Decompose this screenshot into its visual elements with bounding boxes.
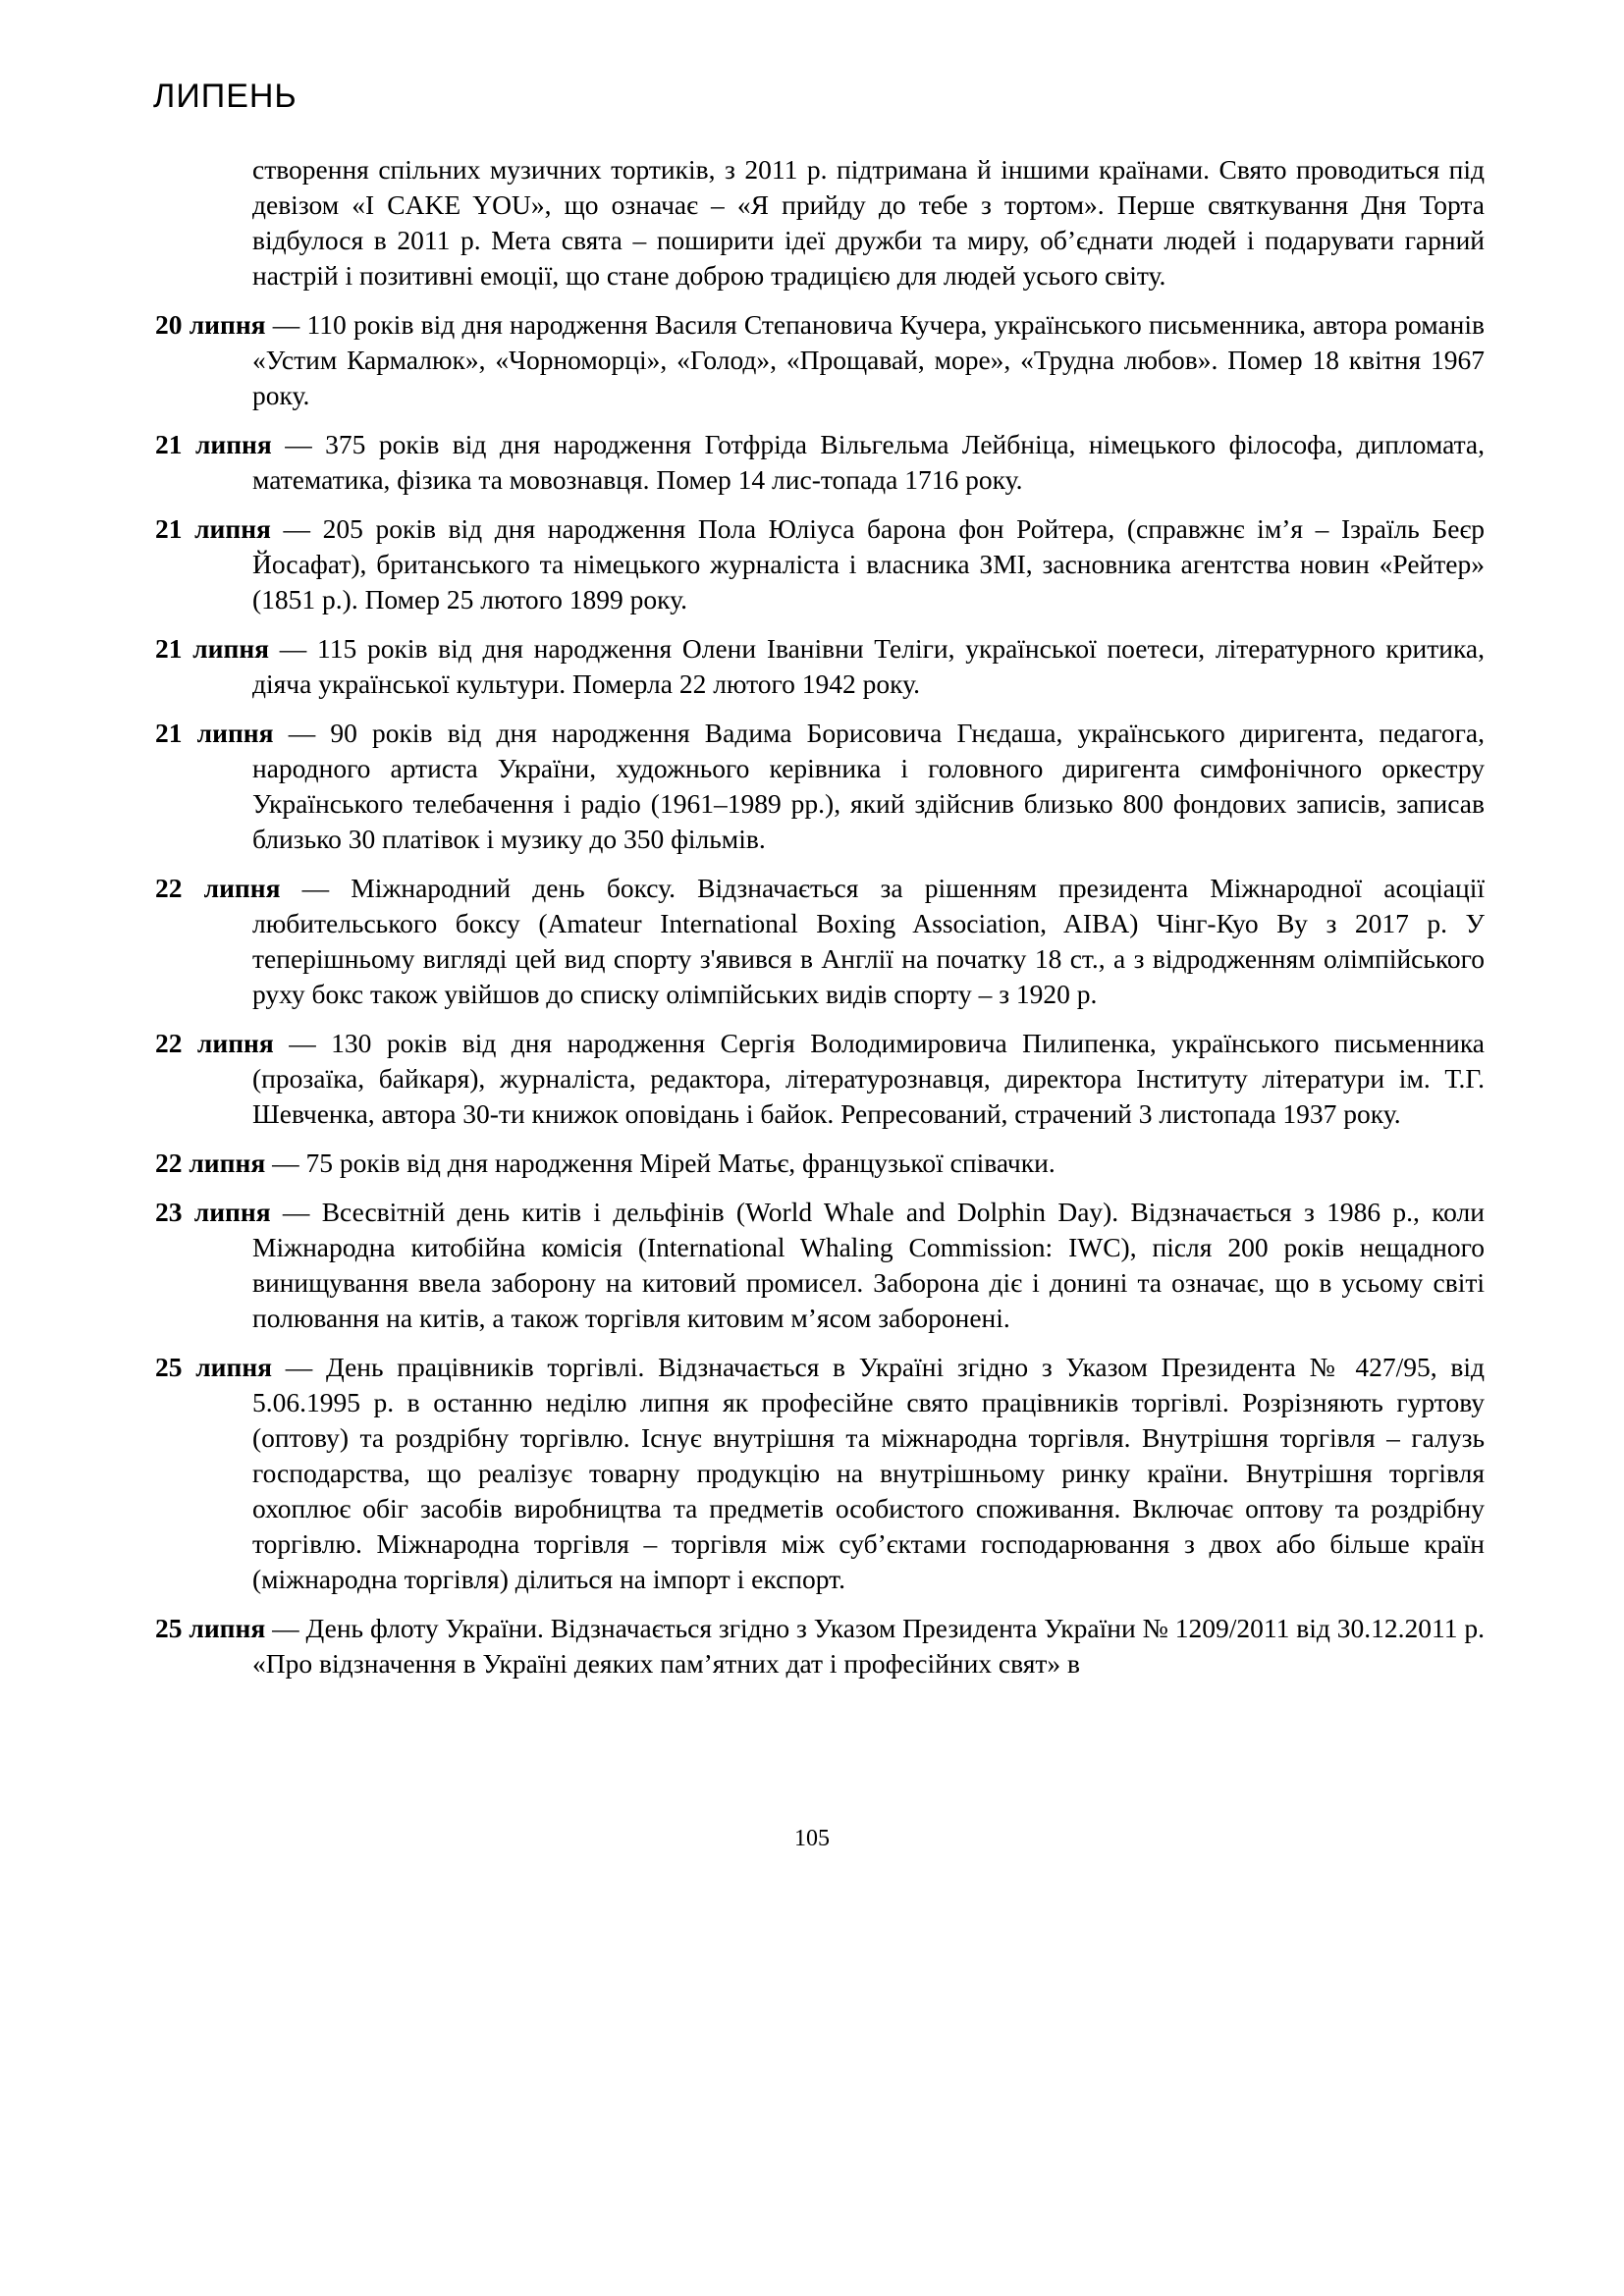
entry-text: — Всесвітній день китів і дельфінів (World Whale and Dolphin Day). Відзначається з 1986 р., коли Міжнародна китобійна комісія (International Whaling Commission: IWC), після 200 років нещадного винищування ввела заборону на китовий промисел. Заборона діє і донині та означає, що в усьому світі полювання на китів, а також торгівля китовим м’ясом заборонені. bbox=[252, 1197, 1485, 1333]
page-content bbox=[155, 152, 1485, 1695]
entry-text: — День працівників торгівлі. Відзначається в Україні згідно з Указом Президента № 427/95, від 5.06.1995 р. в останню неділю липня як професійне свято працівників торгівлі. Розрізняють гуртову (оптову) та роздрібну торгівлю. Існує внутрішня та міжнародна торгівля. Внутрішня торгівля – галузь господарства, що реалізує товарну продукцію на внутрішньому ринку країни. Внутрішня торгівля охоплює обіг засобів виробництва та предметів особистого споживання. Включає оптову та роздрібну торгівлю. Міжнародна торгівля – торгівля між суб’єктами господарювання з двох або більше країн (міжнародна торгівля) ділиться на імпорт і експорт. bbox=[252, 1352, 1485, 1594]
calendar-entry bbox=[155, 1026, 1485, 1132]
entry-date: 21 липня bbox=[155, 633, 270, 664]
calendar-entry bbox=[155, 1350, 1485, 1597]
entry-text: — 75 років від дня народження Мірей Матьє, французької співачки. bbox=[265, 1148, 1056, 1178]
calendar-entry bbox=[155, 1611, 1485, 1682]
entry-date: 21 липня bbox=[155, 513, 271, 544]
entry-text: — 375 років від дня народження Готфріда Вільгельма Лейбніца, німецького філософа, дипломата, математика, фізика та мовознавця. Помер 14 лис-топада 1716 року. bbox=[252, 429, 1485, 495]
calendar-entry bbox=[155, 511, 1485, 617]
entry-text: — 115 років від дня народження Олени Іванівни Теліги, української поетеси, літературного критика, діяча української культури. Померла 22 лютого 1942 року. bbox=[252, 633, 1486, 699]
entry-date: 25 липня bbox=[155, 1613, 266, 1643]
entry-text: — 205 років від дня народження Пола Юліуса барона фон Ройтера, (справжнє ім’я – Ізраїль Беєр Йосафат), британського та німецького журналіста і власника ЗМІ, засновника агентства новин «Рейтер» (1851 р.). Помер 25 лютого 1899 року. bbox=[252, 513, 1485, 614]
entry-text: — Міжнародний день боксу. Відзначається за рішенням президента Міжнародної асоціації любительського боксу (Amateur International Boxing Association, AIBA) Чінг-Куо Ву з 2017 р. У теперішньому вигляді цей вид спорту з'явився в Англії на початку 18 ст., а з відродженням олімпійського руху бокс також увійшов до списку олімпійських видів спорту – з 1920 р. bbox=[252, 873, 1485, 1009]
entry-date: 22 липня bbox=[155, 873, 281, 903]
entry-date: 22 липня bbox=[155, 1148, 266, 1178]
entry-text: — 90 років від дня народження Вадима Борисовича Гнєдаша, українського диригента, педагога, народного артиста України, художнього керівника і головного диригента симфонічного оркестру Українського телебачення і радіо (1961–1989 рр.), який здійснив близько 800 фондових записів, записав близько 30 платівок і музику до 350 фільмів. bbox=[252, 718, 1486, 854]
calendar-entry bbox=[155, 871, 1485, 1012]
entry-text: — 110 років від дня народження Василя Степановича Кучера, українського письменника, автора романів «Устим Кармалюк», «Чорноморці», «Голод», «Прощавай, море», «Трудна любов». Помер 18 квітня 1967 року. bbox=[252, 309, 1485, 410]
entry-date: 23 липня bbox=[155, 1197, 271, 1227]
page-header: ЛИПЕНЬ bbox=[153, 78, 298, 115]
entry-date: 25 липня bbox=[155, 1352, 273, 1382]
entry-date: 22 липня bbox=[155, 1028, 274, 1058]
entry-text: — День флоту України. Відзначається згідно з Указом Президента України № 1209/2011 від 30.12.2011 р. «Про відзначення в Україні деяких пам’ятних дат і професійних свят» в bbox=[252, 1613, 1485, 1679]
calendar-entry bbox=[155, 427, 1485, 498]
entry-date: 20 липня bbox=[155, 309, 266, 340]
page-number: 105 bbox=[794, 1826, 830, 1851]
calendar-entry bbox=[155, 1146, 1485, 1181]
intro-paragraph: створення спільних музичних тортиків, з 2011 р. підтримана й іншими країнами. Свято проводиться під девізом «I CAKE YOU», що означає – «Я прийду до тебе з тортом». Перше святкування Дня Торта відбулося в 2011 р. Мета свята – поширити ідеї дружби та миру, об’єднати людей і подарувати гарний настрій і позитивні емоції, що стане доброю традицією для людей усього світу. bbox=[252, 154, 1485, 291]
calendar-entry bbox=[155, 716, 1485, 857]
entry-date: 21 липня bbox=[155, 718, 274, 748]
entry-text: — 130 років від дня народження Сергія Володимировича Пилипенка, українського письменника (прозаїка, байкаря), журналіста, редактора, літературознавця, директора Інституту літератури ім. Т.Г. Шевченка, автора 30-ти книжок оповідань і байок. Репресований, страчений 3 листопада 1937 року. bbox=[252, 1028, 1486, 1129]
calendar-entry bbox=[155, 631, 1485, 702]
entry-date: 21 липня bbox=[155, 429, 272, 459]
calendar-entry bbox=[155, 1195, 1485, 1336]
calendar-entry bbox=[155, 307, 1485, 413]
